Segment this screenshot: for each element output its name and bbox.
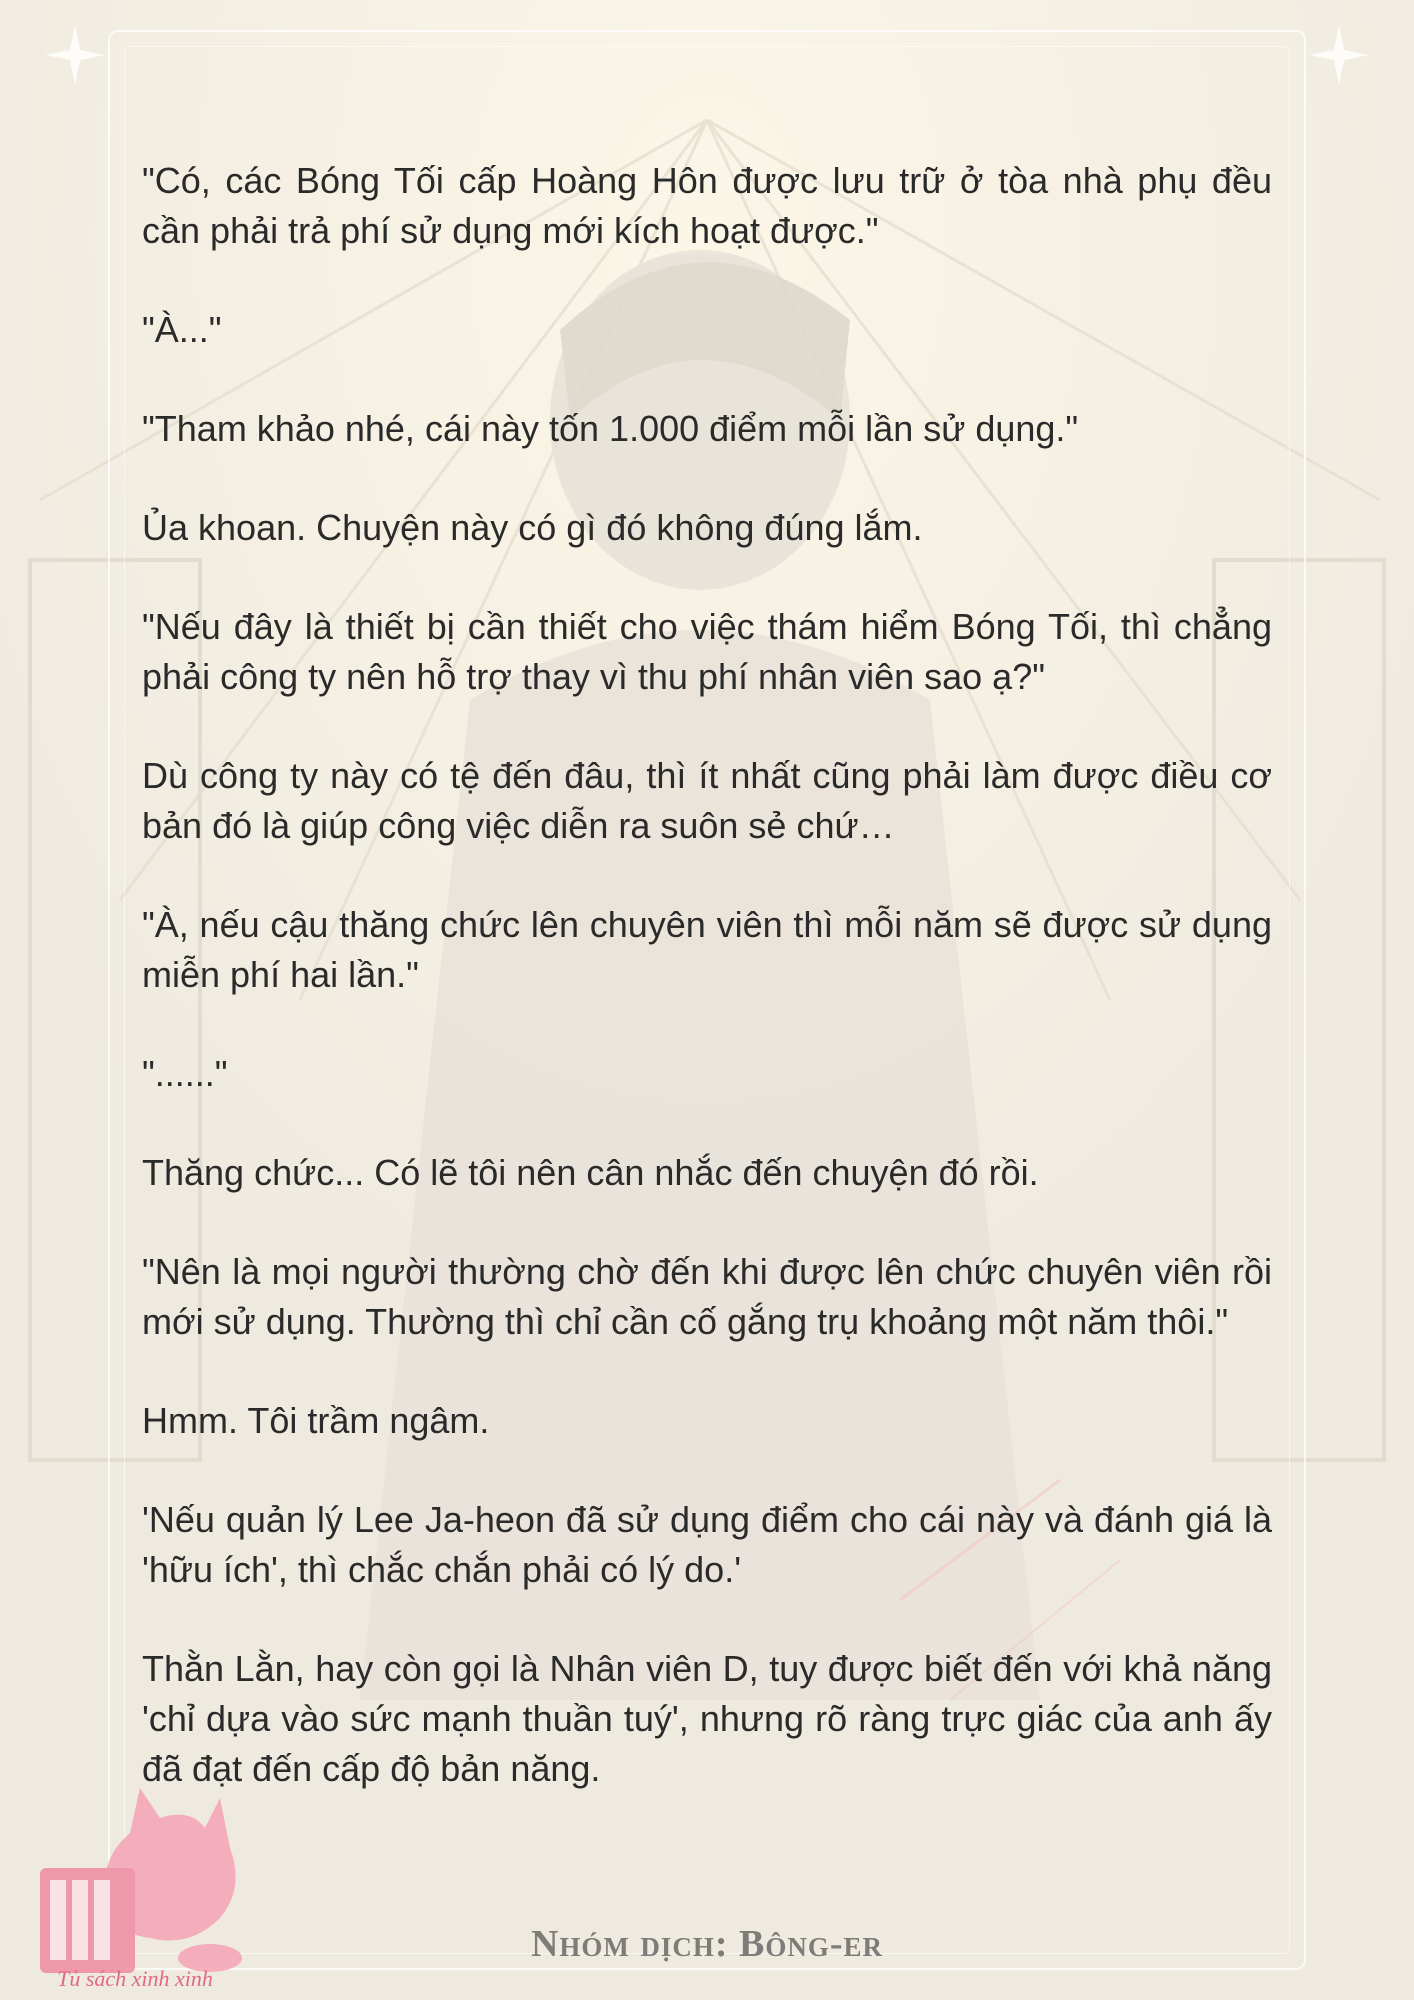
paragraph: "......" bbox=[142, 1053, 228, 1094]
paragraph: Thăng chức... Có lẽ tôi nên cân nhắc đến chuyện đó rồi. bbox=[142, 1152, 1039, 1193]
paragraph: Ủa khoan. Chuyện này có gì đó không đúng lắm. bbox=[142, 507, 923, 548]
logo-text: Tủ sách xinh xinh bbox=[57, 1966, 213, 1991]
paragraph: "À, nếu cậu thăng chức lên chuyên viên thì mỗi năm sẽ được sử dụng miễn phí hai lần." bbox=[142, 904, 1272, 995]
paragraph: "Tham khảo nhé, cái này tốn 1.000 điểm mỗi lần sử dụng." bbox=[142, 408, 1079, 449]
paragraph: Hmm. Tôi trầm ngâm. bbox=[142, 1400, 490, 1441]
story-text bbox=[142, 156, 1272, 1843]
sparkle-icon bbox=[40, 20, 110, 90]
paragraph: "Có, các Bóng Tối cấp Hoàng Hôn được lưu trữ ở tòa nhà phụ đều cần phải trả phí sử dụng mới kích hoạt được." bbox=[142, 160, 1272, 251]
paragraph: 'Nếu quản lý Lee Ja-heon đã sử dụng điểm cho cái này và đánh giá là 'hữu ích', thì chắc chắn phải có lý do.' bbox=[142, 1499, 1272, 1590]
paragraph: "Nếu đây là thiết bị cần thiết cho việc thám hiểm Bóng Tối, thì chẳng phải công ty nên hỗ trợ thay vì thu phí nhân viên sao ạ?" bbox=[142, 606, 1272, 697]
sparkle-icon bbox=[1304, 20, 1374, 90]
paragraph: "À..." bbox=[142, 309, 222, 350]
paragraph: Dù công ty này có tệ đến đâu, thì ít nhất cũng phải làm được điều cơ bản đó là giúp công việc diễn ra suôn sẻ chứ… bbox=[142, 755, 1272, 846]
paragraph: "Nên là mọi người thường chờ đến khi được lên chức chuyên viên rồi mới sử dụng. Thường thì chỉ cần cố gắng trụ khoảng một năm thôi." bbox=[142, 1251, 1272, 1342]
translator-credit: Nhóm dịch: Bông-er bbox=[530, 1923, 884, 1965]
paragraph: Thằn Lằn, hay còn gọi là Nhân viên D, tuy được biết đến với khả năng 'chỉ dựa vào sức mạnh thuần tuý', nhưng rõ ràng trực giác của anh ấy đã đạt đến cấp độ bản năng. bbox=[142, 1648, 1272, 1789]
